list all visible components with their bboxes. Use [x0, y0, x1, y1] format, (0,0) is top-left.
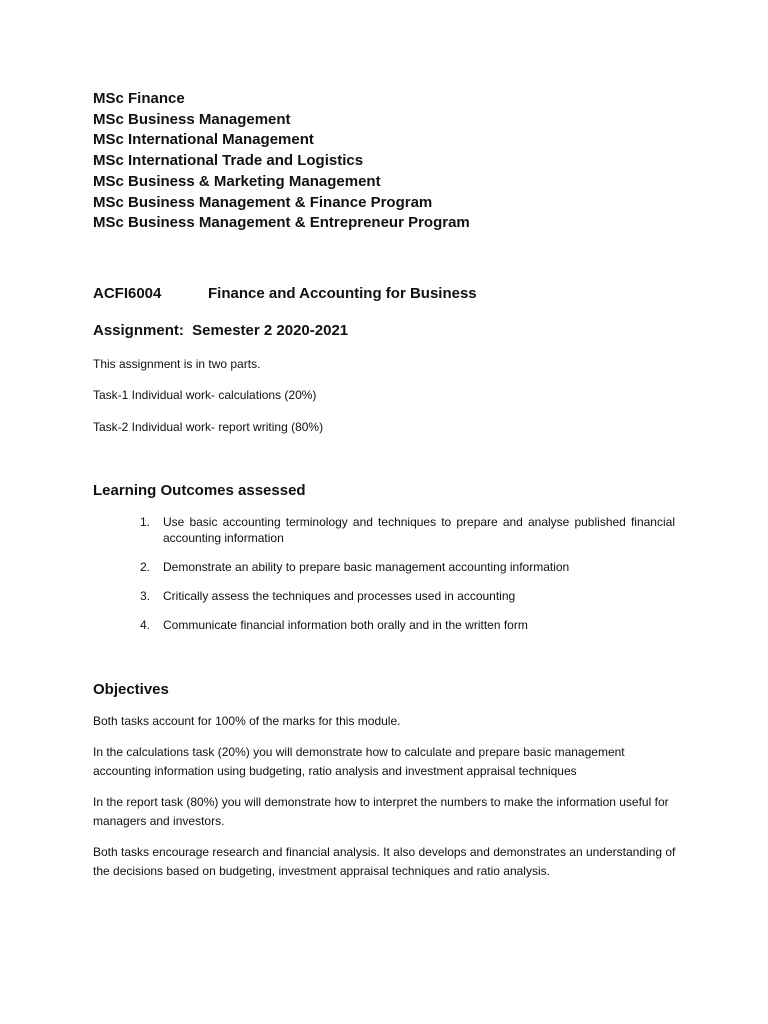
objectives-heading: Objectives [93, 681, 169, 698]
programme-item: MSc International Trade and Logistics [93, 152, 364, 170]
list-item [93, 514, 686, 546]
list-item-number: 2. [139, 560, 150, 574]
programme-item: MSc Finance [93, 90, 185, 107]
objectives-paragraph: Both tasks encourage research and financial analysis. It also develops and demonstrates an understanding of the decisions based on budgeting, investment appraisal techniques and ratio analysis. [93, 845, 676, 878]
learning-outcomes-list [93, 514, 686, 646]
programme-item: MSc Business Management & Finance Program [93, 193, 433, 211]
list-item [93, 617, 675, 633]
list-item-text: Demonstrate an ability to prepare basic management accounting information [163, 560, 570, 574]
list-item-text: Critically assess the techniques and processes used in accounting [163, 589, 516, 603]
programme-item: MSc Business & Marketing Management [93, 172, 381, 190]
list-item [93, 559, 675, 575]
programme-item: MSc Business Management & Entrepreneur Program [93, 214, 470, 232]
module-title: Finance and Accounting for Business [208, 285, 477, 302]
programme-list [93, 89, 470, 234]
module-code: ACFI6004 [93, 285, 162, 302]
learning-outcomes-heading: Learning Outcomes assessed [93, 482, 306, 499]
list-item-number: 4. [139, 618, 150, 632]
programme-item: MSc Business Management [93, 110, 291, 128]
programme-item: MSc International Management [93, 131, 314, 149]
list-item-number: 1. [139, 515, 150, 529]
objectives-paragraph: In the report task (80%) you will demonstrate how to interpret the numbers to make the information useful for managers and investors. [93, 795, 669, 828]
intro-task1: Task-1 Individual work- calculations (20%) [93, 388, 317, 402]
assignment-heading: Assignment: Semester 2 2020-2021 [93, 322, 349, 339]
module-heading [93, 285, 477, 302]
list-item-number: 3. [139, 589, 150, 603]
list-item-text: Communicate financial information both orally and in the written form [163, 618, 528, 632]
list-item-text: Use basic accounting terminology and techniques to prepare and analyse published financial accounting information [163, 515, 686, 545]
objectives-paragraph: Both tasks account for 100% of the marks for this module. [93, 714, 401, 728]
intro-parts: This assignment is in two parts. [93, 357, 261, 371]
list-item [93, 588, 675, 604]
objectives-paragraph: In the calculations task (20%) you will demonstrate how to calculate and prepare basic management accounting information using budgeting, ratio analysis and investment appraisal techniques [93, 745, 625, 778]
intro-task2: Task-2 Individual work- report writing (80%) [93, 420, 324, 434]
